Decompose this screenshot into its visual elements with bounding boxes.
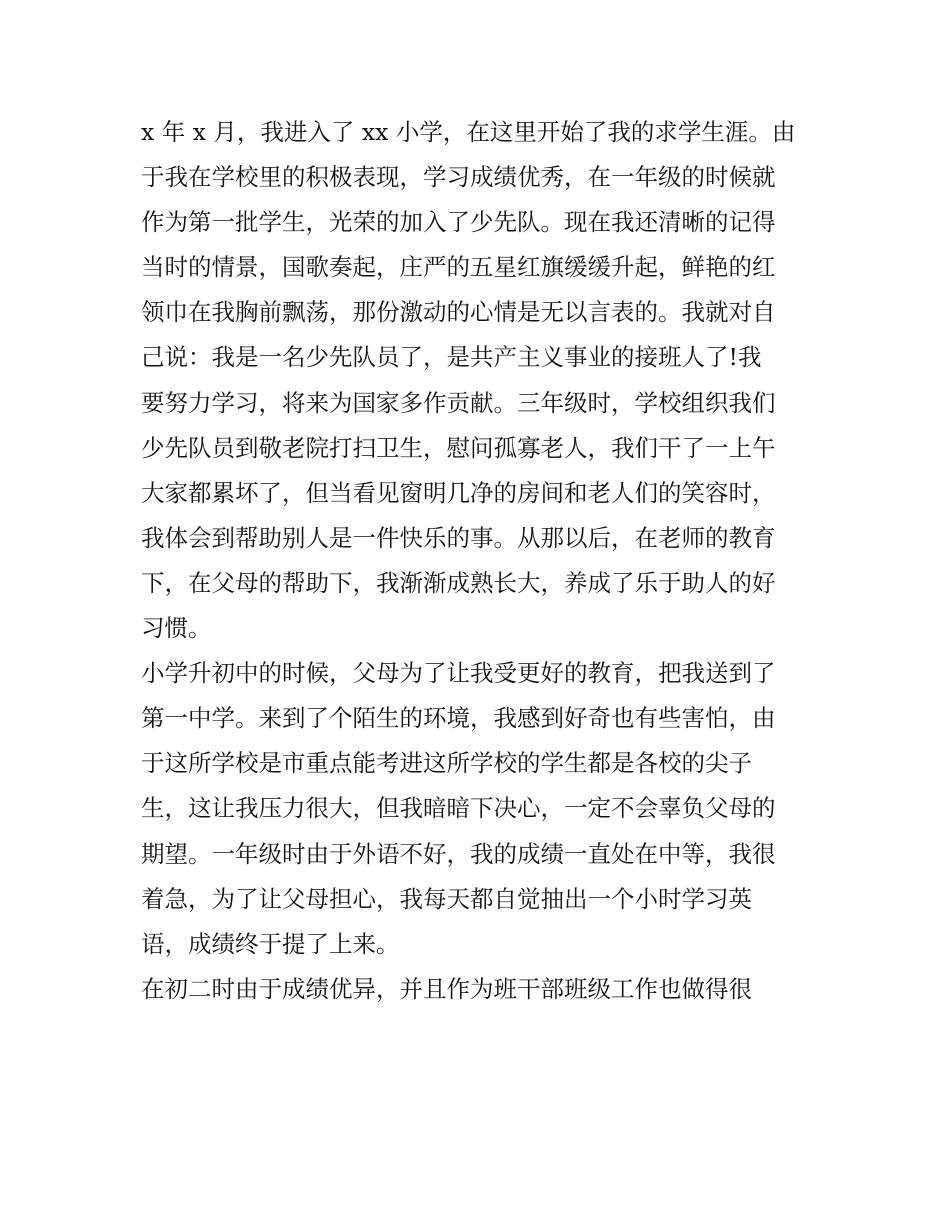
text-line: 我体会到帮助别人是一件快乐的事。从那以后，在老师的教育 bbox=[141, 523, 776, 552]
text-line: 第一中学。来到了个陌生的环境，我感到好奇也有些害怕，由 bbox=[141, 704, 776, 733]
text-line: 当时的情景，国歌奏起，庄严的五星红旗缓缓升起，鲜艳的红 bbox=[141, 253, 776, 282]
text-line: 大家都累坏了，但当看见窗明几净的房间和老人们的笑容时， bbox=[141, 478, 776, 507]
text-line: 下，在父母的帮助下，我渐渐成熟长大，养成了乐于助人的好 bbox=[141, 568, 776, 597]
text-line: 生，这让我压力很大，但我暗暗下决心，一定不会辜负父母的 bbox=[141, 794, 776, 823]
text-line: 作为第一批学生，光荣的加入了少先队。现在我还清晰的记得 bbox=[141, 208, 776, 237]
text-line: 于这所学校是市重点能考进这所学校的学生都是各校的尖子 bbox=[141, 749, 752, 778]
text-line: x 年 x 月，我进入了 xx 小学，在这里开始了我的求学生涯。由 bbox=[141, 118, 796, 146]
text-line: 期望。一年级时由于外语不好，我的成绩一直处在中等，我很 bbox=[141, 839, 776, 868]
text-line: 在初二时由于成绩优异，并且作为班干部班级工作也做得很 bbox=[141, 974, 752, 1003]
text-line: 少先队员到敬老院打扫卫生，慰问孤寡老人，我们干了一上午 bbox=[141, 433, 776, 462]
text-line: 着急，为了让父母担心，我每天都自觉抽出一个小时学习英 bbox=[141, 884, 752, 913]
text-line: 语，成绩终于提了上来。 bbox=[141, 929, 400, 958]
text-line: 领巾在我胸前飘荡，那份激动的心情是无以言表的。我就对自 bbox=[141, 298, 776, 327]
text-line: 要努力学习，将来为国家多作贡献。三年级时，学校组织我们 bbox=[141, 388, 776, 417]
document-body bbox=[141, 110, 821, 1012]
text-line: 于我在学校里的积极表现，学习成绩优秀，在一年级的时候就 bbox=[141, 163, 776, 192]
text-line: 小学升初中的时候，父母为了让我受更好的教育，把我送到了 bbox=[141, 659, 776, 688]
text-line: 己说：我是一名少先队员了，是共产主义事业的接班人了!我 bbox=[141, 343, 762, 372]
text-line: 习惯。 bbox=[141, 614, 212, 643]
